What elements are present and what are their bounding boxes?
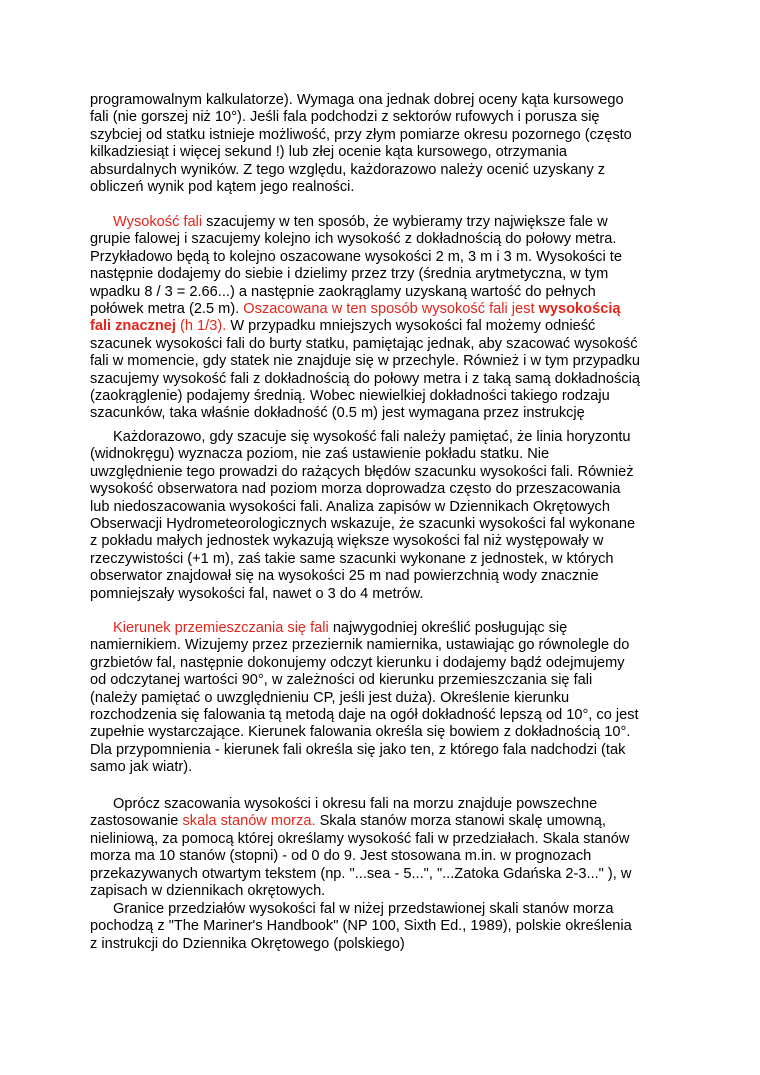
text-line: programowalnym kalkulatorze). Wymaga ona jednak dobrej oceny kąta kursowego [90,92,624,108]
term-sea-state-scale: skala stanów morza. [182,813,316,830]
text-run: najwygodniej określić posługując się [328,620,568,636]
paragraph-wave-height [90,214,680,423]
paragraph-sea-state-scale [90,796,680,900]
text-line: obserwator znajdował się na wysokości 25 m nad powierzchnią wody znacznie [90,568,599,585]
text-line: rzeczywistości (+1 m), zaś takie same szacunki wykonane z jednostek, w których [90,550,614,567]
text-line: Dla przypomnienia - kierunek fali określa się jako ten, z którego fala nadchodzi (tak [90,741,626,758]
text-line [90,301,680,318]
text-run: Skala stanów morza stanowi skalę umowną, [315,813,606,830]
text-line: nieliniową, za pomocą której określamy wysokość fali w przedziałach. Skala stanów [90,830,630,847]
text-line: szacujemy wysokość fali z dokładnością do połowy metra i z taką samą dokładnością [90,370,640,387]
text-line: Granice przedziałów wysokości fal w niżej przedstawionej skali stanów morza [113,901,614,917]
text-line: Oprócz szacowania wysokości i okresu fali na morzu znajduje powszechne [113,796,598,812]
paragraph-1 [90,92,680,196]
text-line: zupełnie wystarczające. Kierunek falowania określa się bowiem z dokładnością 10°. [90,724,631,741]
text-line [90,318,680,335]
term-wave-height: Wysokość fali [113,214,203,230]
text-line: zapisach w dziennikach okrętowych. [90,882,326,899]
text-line: fali w momencie, gdy statek nie znajduje się w przechyle. Również i w tym przypadku [90,353,640,370]
term-significant-wave: fali znacznej [90,318,176,335]
text-run: W przypadku mniejszych wysokości fal możemy odnieść [226,318,596,335]
text-line: lub niedoszacowania wysokości fali. Analiza zapisów w Dziennikach Okrętowych [90,498,610,515]
paragraph-source [90,901,680,953]
text-line: szybciej od statku istnieje możliwość, przy złym pomiarze okresu pozornego (często [90,126,632,143]
text-run: połówek metra (2.5 m). [90,300,244,317]
term-significant-wave-height: wysokością [538,300,621,317]
text-line: szacunek wysokości fali do burty statku, pamiętając jednak, aby szacować wysokość [90,335,638,352]
text-line: przekazywanych otwartym tekstem (np. "...sea - 5...", "...Zatoka Gdańska 2-3..." ), w [90,865,632,882]
text-line: z pokładu małych jednostek wykazują większe wysokości fal niż występowały w [90,533,604,550]
text-line: (zaokrąglenie) podajemy średnią. Wobec niewielkiej dokładności takiego rodzaju [90,387,610,404]
text-line [90,813,680,830]
paragraph-wave-direction [90,620,680,777]
highlight-text: Oszacowana w ten sposób wysokość fali jest [243,300,539,317]
text-line: kilkadziesiąt i więcej sekund !) lub złej ocenie kąta kursowego, otrzymania [90,144,567,161]
text-line: Przykładowo będą to kolejno oszacowane wysokości 2 m, 3 m i 3 m. Wysokości te [90,248,622,265]
text-line: Każdorazowo, gdy szacuje się wysokość fali należy pamiętać, że linia horyzontu [113,429,631,445]
text-line: grupie falowej i szacujemy kolejno ich wysokość z dokładnością do połowy metra. [90,231,617,248]
text-line: Obserwacji Hydrometeorologicznych wskazuje, że szacunki wysokości fal wykonane [90,515,636,532]
text-line: z instrukcji do Dziennika Okrętowego (polskiego) [90,935,405,952]
text-line [90,620,680,637]
text-line: następnie dodajemy do siebie i dzielimy przez trzy (średnia arytmetyczna, w tym [90,266,609,283]
text-line: namiernikiem. Wizujemy przez przeziernik namiernika, ustawiając go równolegle do [90,637,630,654]
text-line: grzbietów fal, następnie dokonujemy odczyt kierunku i dodajemy bądź odejmujemy [90,654,625,671]
text-line: fali (nie gorszej niż 10°). Jeśli fala podchodzi z sektorów rufowych i porusza się [90,109,600,126]
text-line: (widnokręgu) wyznacza poziom, nie zaś ustawienie pokładu statku. Nie [90,446,550,463]
text-line: wysokość obserwatora nad poziom morza doprowadza często do przeszacowania [90,481,621,498]
text-line: wpadku 8 / 3 = 2.66...) a następnie zaokrąglamy uzyskaną wartość do pełnych [90,283,596,300]
text-line: obliczeń wynik pod kątem jego realności. [90,178,355,195]
text-line: (należy pamiętać o uwzględnieniu CP, jeśli jest duża). Określenie kierunku [90,689,570,706]
text-line: absurdalnych wyników. Z tego względu, każdorazowo należy ocenić uzyskany z [90,161,606,178]
text-line [90,214,680,231]
text-line: rozchodzenia się falowania tą metodą daje na ogół dokładność lepszą od 10°, co jest [90,706,639,723]
text-run: szacujemy w ten sposób, że wybieramy trzy największe fale w [202,214,608,230]
text-line: uwzględnienie tego prowadzi do rażących błędów szacunku wysokości fali. Również [90,463,634,480]
text-line: pomniejszały wysokości fal, nawet o 3 do 4 metrów. [90,585,424,602]
text-run: zastosowanie [90,813,183,830]
paragraph-horizon [90,429,680,603]
text-line: pochodzą z "The Mariner's Handbook" (NP 100, Sixth Ed., 1989), polskie określenia [90,918,632,935]
text-line: od odczytanej wartości 90°, w zależności od kierunku przemieszczania się fali [90,672,593,689]
text-line: samo jak wiatr). [90,759,193,776]
term-wave-direction: Kierunek przemieszczania się fali [113,620,329,636]
highlight-text: (h 1/3). [175,318,227,335]
text-line: morza ma 10 stanów (stopni) - od 0 do 9. Jest stosowana m.in. w prognozach [90,848,592,865]
text-line: szacunków, taka właśnie dokładność (0.5 m) jest wymagana przez instrukcję [90,405,585,422]
